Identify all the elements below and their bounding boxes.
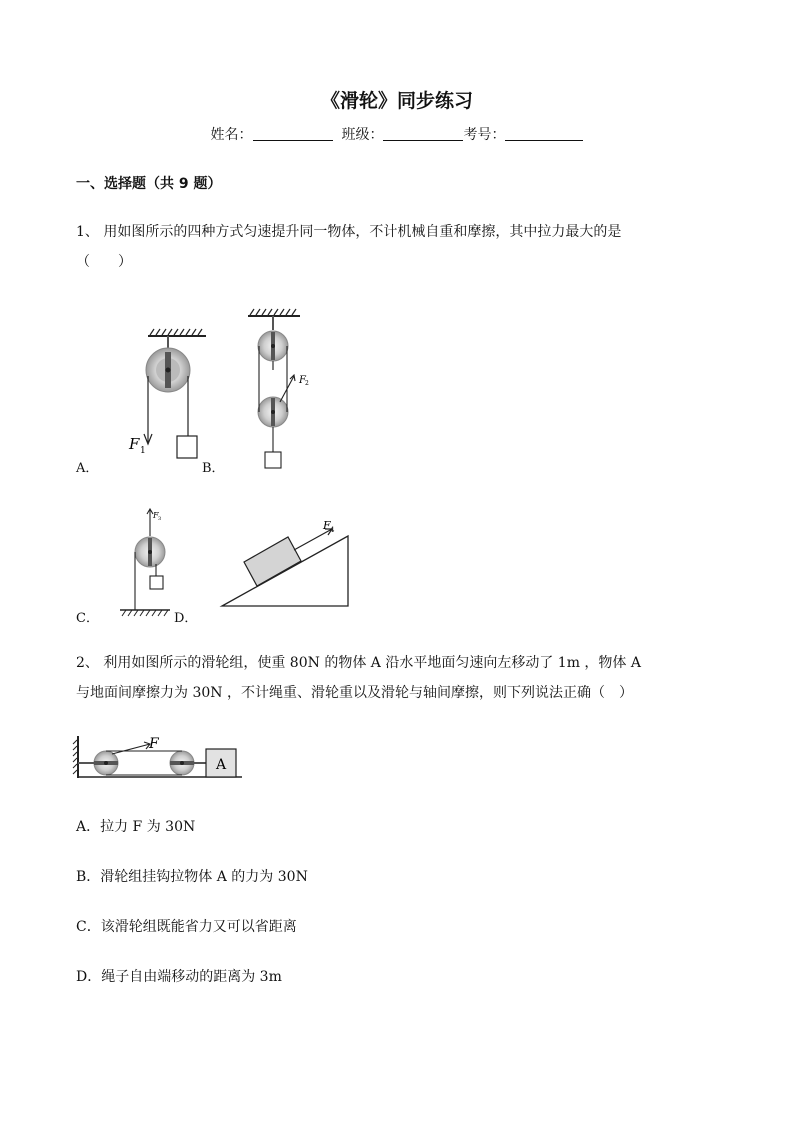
question-1-line-1: 1、 用如图所示的四种方式匀速提升同一物体，不计机械自重和摩擦，其中拉力最大的是 (76, 224, 622, 240)
section-heading: 一、选择题（共 9 题） (76, 176, 222, 192)
force-label-f4: F (323, 520, 331, 532)
figure-c-movable-pulley (112, 506, 182, 618)
name-blank[interactable] (253, 126, 333, 141)
pulley-wheel (146, 348, 190, 392)
force-label-f1-sub: 1 (140, 446, 146, 456)
weight-block (177, 436, 197, 458)
figure-d-inclined-plane (218, 520, 354, 610)
q1-option-a-label[interactable]: A． (76, 461, 99, 476)
weight-block (265, 452, 281, 468)
force-label-f: F (149, 736, 159, 752)
q2-option-b[interactable]: B．滑轮组挂钩拉物体 A 的力为 30N (76, 869, 308, 885)
force-label-f3: F (153, 511, 159, 520)
question-2-line-1: 2、 利用如图所示的滑轮组，使重 80N 的物体 A 沿水平地面匀速向左移动了 1m ，物体 A (76, 655, 641, 671)
pull-rope (112, 744, 150, 754)
figure-a-fixed-pulley (120, 322, 220, 462)
q2-option-d[interactable]: D．绳子自由端移动的距离为 3m (76, 969, 282, 985)
page-title: 《滑轮》同步练习 (320, 90, 473, 112)
force-label-f2: F (299, 375, 306, 386)
figure-b-pulley-block (238, 304, 328, 474)
force-label-f2-sub: 2 (305, 380, 309, 387)
question-1-text (76, 217, 726, 277)
student-info-line (0, 124, 794, 144)
question-1-line-2: （ ） (76, 254, 132, 270)
weight-block (150, 576, 163, 589)
class-blank[interactable] (383, 126, 463, 141)
q1-option-b-label[interactable]: B． (202, 461, 225, 476)
force-label-f1: F (129, 435, 140, 453)
q2-option-a[interactable]: A．拉力 F 为 30N (76, 819, 196, 835)
q2-option-c[interactable]: C．该滑轮组既能省力又可以省距离 (76, 919, 297, 935)
ceiling-support (148, 329, 206, 348)
question-2-line-2: 与地面间摩擦力为 30N ，不计绳重、滑轮重以及滑轮与轴间摩擦，则下列说法正确（ ） (76, 685, 633, 701)
exam-label: 考号： (463, 127, 506, 143)
wall (73, 736, 78, 778)
figure-q2-horizontal-pulley (72, 732, 248, 784)
ceiling-support (248, 309, 300, 330)
question-2-text (76, 648, 726, 708)
fixed-pulley-wheel (258, 331, 288, 361)
ground-support (120, 610, 170, 616)
force-label-f3-sub: 3 (158, 516, 162, 522)
movable-pulley-wheel (258, 397, 288, 427)
exam-number-blank[interactable] (505, 126, 583, 141)
class-label: 班级： (341, 127, 384, 143)
movable-pulley-wheel (135, 537, 165, 567)
fixed-pulley-wheel (94, 751, 118, 775)
force-arrow-f4 (294, 529, 332, 550)
q1-option-d-label[interactable]: D． (174, 611, 198, 626)
force-label-f4-sub: 4 (330, 526, 335, 534)
block-a-label: A (215, 757, 227, 773)
name-label: 姓名： (210, 127, 253, 143)
q1-option-c-label[interactable]: C． (76, 611, 99, 626)
movable-pulley-wheel (170, 751, 194, 775)
